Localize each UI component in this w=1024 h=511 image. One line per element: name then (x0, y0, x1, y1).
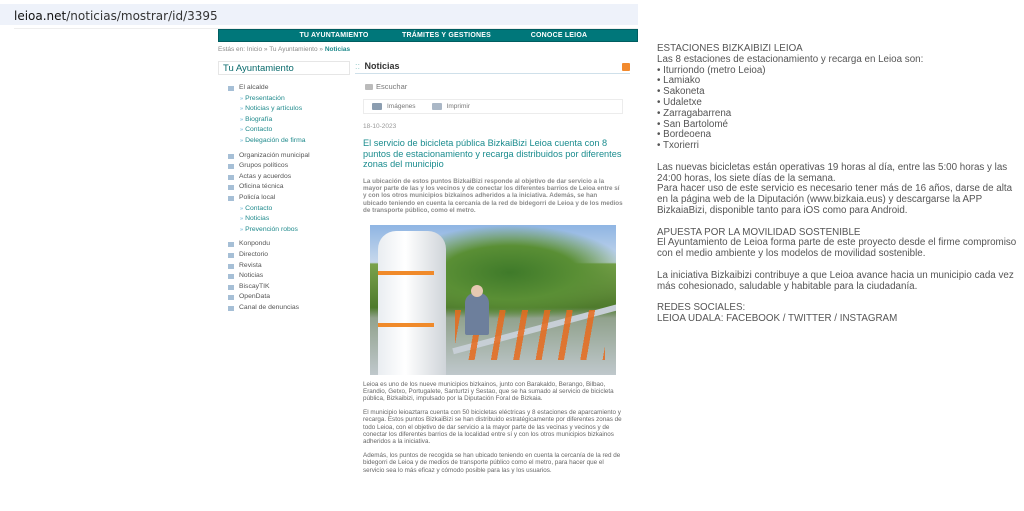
sidebar-item[interactable] (218, 271, 350, 282)
sidebar-item[interactable] (218, 303, 350, 314)
nav-tu-ayuntamiento[interactable]: TU AYUNTAMIENTO (299, 32, 369, 39)
sidebar-item-label: El alcalde (239, 84, 269, 91)
article-lead: La ubicación de estos puntos BizkaiBizi responde al objetivo de dar servicio a la mayor parte de las y los vecinos y de conectar los diferentes barrios de Leioa entre sí y con los otros municipios bizkainos adheridos a la iniciativa. Además, se han ubicado teniendo en cuenta la cercanía de la red de bidegorri de Leioa y de los medios de transporte público, como el metro. (363, 177, 623, 215)
article-photo[interactable] (370, 225, 616, 375)
sidebar-item-label: Noticias (245, 215, 270, 223)
double-chevron-icon: » (240, 205, 244, 212)
requirements-text: Para hacer uso de este servicio es necesario tener más de 16 años, darse de alta en la página web de la Diputación (www.bizkaia.eus) y descargarse la APP BizkaiaBizi, disponible tanto para iOS como para Android. (657, 183, 1013, 216)
station-item: • Txorierri (657, 141, 1017, 152)
breadcrumb-current: Noticias (324, 46, 351, 53)
webpage (218, 29, 638, 474)
breadcrumb-path[interactable]: Estás en: Inicio » Tu Ayuntamiento » (218, 46, 325, 53)
sidebar-item-label: Presentación (245, 94, 285, 102)
camera-icon (372, 103, 382, 110)
address-bar[interactable] (0, 4, 638, 25)
square-bullet-icon (228, 285, 234, 290)
sidebar-item[interactable] (218, 239, 350, 250)
hours-text: Las nuevas bicicletas están operativas 19 horas al día, entre las 5:00 horas y las 24:00 horas, los siete días de la semana. (657, 161, 1008, 184)
article-date: 18-10-2023 (363, 123, 397, 130)
sidebar-item[interactable] (218, 94, 350, 105)
article-paragraph: El municipio leioaztarra cuenta con 50 bicicletas eléctricas y 8 estaciones de aparcamiento y recarga. Estos puntos BizkaiBizi se han distribuido estratégicamente por diferentes zonas de todo Leioa, con el objetivo de dar servicio a la mayor parte de las vecinas y vecinos y de conectar los diferentes barrios de la localidad entre sí y con los otros municipios bizkainos adheridos a la iniciativa. (363, 408, 622, 446)
mobility-title: APUESTA POR LA MOVILIDAD SOSTENIBLE (657, 226, 861, 238)
sidebar-item[interactable] (218, 151, 350, 162)
sidebar-item-label: Grupos políticos (239, 162, 289, 170)
stations-list (657, 66, 1017, 152)
stations-title: ESTACIONES BIZKAIBIZI LEIOA (657, 43, 803, 54)
url-path: /noticias/mostrar/id/3395 (66, 9, 218, 23)
photo-person (465, 293, 489, 335)
main-nav (218, 29, 638, 42)
print-label: Imprimir (446, 103, 471, 110)
article-paragraph: Leioa es uno de los nueve municipios bizkainos, junto con Barakaldo, Berango, Bilbao, Erandio, Getxo, Portugalete, Santurtzi y Sestao, que se ha sumado al servicio de bicicleta pública, Bizkaibizi, impulsado por la Diputación Foral de Bizkaia. (363, 380, 614, 403)
mobility-text: El Ayuntamiento de Leioa forma parte de este proyecto desde el firme compromiso con el medio ambiente y los modelos de movilidad sostenible. (657, 237, 1017, 260)
double-chevron-icon: » (240, 226, 244, 233)
sidebar-item-label: Noticias y artículos (245, 105, 303, 113)
sidebar-item[interactable] (218, 225, 350, 236)
double-chevron-icon: » (240, 137, 244, 144)
printer-icon (432, 103, 442, 110)
station-item: • Lamiako (657, 76, 1017, 87)
rss-icon[interactable] (622, 63, 630, 71)
initiative-text: La iniciativa Bizkaibizi contribuye a que Leioa avance hacia un municipio cada vez más cohesionado, saludable y habitable para la ciudadanía. (657, 269, 1014, 292)
nav-tramites-gestiones[interactable]: TRÁMITES Y GESTIONES (402, 32, 491, 39)
side-text-panel (657, 44, 1017, 336)
sidebar-item-label: Canal de denuncias (239, 303, 300, 311)
square-bullet-icon (228, 274, 234, 279)
double-chevron-icon: » (240, 127, 244, 134)
square-bullet-icon (228, 295, 234, 300)
article-headline: El servicio de bicicleta pública BizkaiBizi Leioa cuenta con 8 puntos de estacionamiento y recarga distribuidos por diferentes zonas del municipio (363, 138, 622, 169)
square-bullet-icon (228, 185, 234, 190)
square-bullet-icon (228, 86, 234, 91)
sidebar-item-label: OpenData (239, 293, 270, 301)
section-header (355, 61, 630, 74)
sidebar-item-label: Policía local (239, 193, 276, 201)
sidebar-item[interactable] (218, 292, 350, 303)
sidebar-item-label: Prevención robos (245, 225, 298, 233)
url-host: leioa.net (14, 9, 67, 23)
images-label: Imágenes (387, 103, 416, 110)
print-button[interactable] (432, 103, 470, 110)
sidebar-item-label: Biografía (245, 115, 273, 123)
double-chevron-icon: » (240, 116, 244, 123)
nav-conoce-leioa[interactable]: CONOCE LEIOA (530, 32, 588, 39)
sidebar-item[interactable] (218, 193, 350, 204)
square-bullet-icon (228, 306, 234, 311)
double-chevron-icon: » (240, 95, 244, 102)
sidebar-item-label: Organización municipal (239, 151, 310, 159)
sidebar-title: Tu Ayuntamiento (218, 61, 350, 75)
stations-intro: Las 8 estaciones de estacionamiento y recarga en Leioa son: (657, 53, 924, 65)
sidebar-item[interactable] (218, 115, 350, 126)
sidebar-menu (218, 83, 350, 313)
sidebar-item-label: Noticias (239, 272, 264, 280)
sidebar-item[interactable] (218, 282, 350, 293)
square-bullet-icon (228, 264, 234, 269)
sidebar-item[interactable] (218, 261, 350, 272)
section-title: Noticias (364, 61, 400, 71)
sidebar (218, 61, 350, 313)
station-item: • San Bartolomé (657, 120, 1017, 131)
social-links: LEIOA UDALA: FACEBOOK / TWITTER / INSTAGRAM (657, 312, 898, 324)
station-item: • Sakoneta (657, 87, 1017, 98)
listen-label: Escuchar (376, 82, 408, 91)
images-button[interactable] (372, 103, 416, 110)
sidebar-item-label: BiscayTIK (239, 282, 270, 290)
double-chevron-icon: » (240, 106, 244, 113)
sidebar-item[interactable] (218, 172, 350, 183)
square-bullet-icon (228, 175, 234, 180)
sidebar-item[interactable] (218, 136, 350, 147)
article-toolbar (363, 99, 623, 114)
sidebar-item[interactable] (218, 104, 350, 115)
station-item: • Udaletxe (657, 98, 1017, 109)
section-prefix: :: (355, 61, 363, 71)
sidebar-item-label: Directorio (239, 250, 269, 258)
breadcrumb (218, 46, 638, 55)
square-bullet-icon (228, 253, 234, 258)
sidebar-item[interactable] (218, 250, 350, 261)
photo-trees (430, 225, 616, 320)
square-bullet-icon (228, 196, 234, 201)
sidebar-item-label: Oficina técnica (239, 183, 284, 191)
sidebar-item-label: Actas y acuerdos (239, 172, 292, 180)
social-title: REDES SOCIALES: (657, 302, 746, 314)
sidebar-item-label: Contacto (245, 126, 273, 134)
square-bullet-icon (228, 164, 234, 169)
station-item: • Bordeoena (657, 130, 1017, 141)
main-content (355, 61, 630, 474)
article-paragraph: Además, los puntos de recogida se han ubicado teniendo en cuenta la cercanía de la red de bidegorri de Leioa y de medios de transporte público como el metro, para hacer que el servicio sea lo más eficaz y cómodo posible para las y los usuarios. (363, 451, 621, 474)
sidebar-item-label: Konpondu (239, 240, 270, 248)
listen-button[interactable] (365, 82, 630, 91)
photo-station-totem (378, 231, 446, 375)
station-item: • Zarragabarrena (657, 109, 1017, 120)
speaker-icon (365, 84, 373, 90)
square-bullet-icon (228, 242, 234, 247)
sidebar-item-label: Revista (239, 261, 262, 269)
sidebar-item[interactable] (218, 161, 350, 172)
sidebar-item[interactable] (218, 125, 350, 136)
sidebar-item[interactable] (218, 204, 350, 215)
photo-person-head (471, 285, 483, 297)
square-bullet-icon (228, 154, 234, 159)
sidebar-item-label: Contacto (245, 204, 273, 212)
sidebar-item[interactable] (218, 182, 350, 193)
double-chevron-icon: » (240, 216, 244, 223)
station-item: • Iturriondo (metro Leioa) (657, 66, 1017, 77)
sidebar-item[interactable] (218, 214, 350, 225)
sidebar-item[interactable] (218, 83, 350, 94)
sidebar-item-label: Delegación de firma (245, 136, 306, 144)
